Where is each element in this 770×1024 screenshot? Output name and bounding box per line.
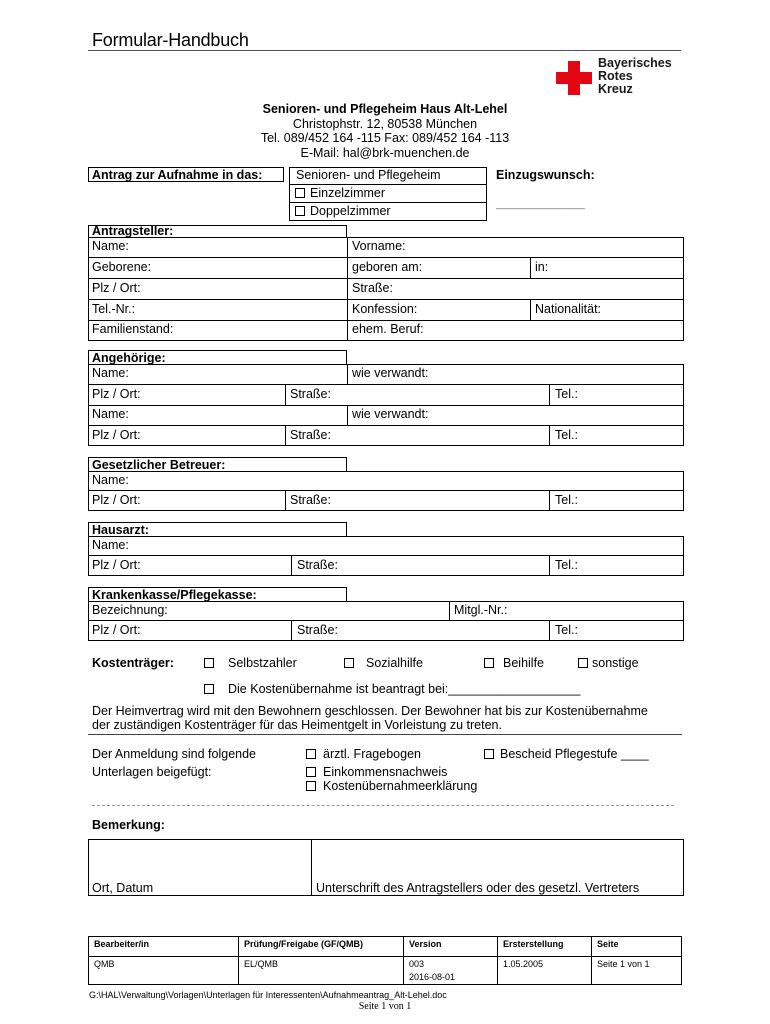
applicant-phone-field[interactable]: Tel.-Nr.: xyxy=(92,302,136,316)
table-header: Prüfung/Freigabe (GF/QMB) xyxy=(239,937,404,957)
relative2-phone-field[interactable]: Tel.: xyxy=(555,428,578,442)
option-beihilfe[interactable]: Beihilfe xyxy=(484,656,544,670)
applicant-heading: Antragsteller: xyxy=(92,224,174,238)
table-cell: Seite 1 von 1 xyxy=(592,957,682,985)
relative1-relation-field[interactable]: wie verwandt: xyxy=(352,366,429,380)
checkbox-icon[interactable] xyxy=(295,188,305,198)
doctor-phone-field[interactable]: Tel.: xyxy=(555,558,578,572)
relative2-street-field[interactable]: Straße: xyxy=(290,428,331,442)
doctor-heading: Hausarzt: xyxy=(92,523,149,537)
table-header: Version xyxy=(404,937,498,957)
checkbox-icon[interactable] xyxy=(204,684,214,694)
institution-phone: Tel. 089/452 164 -115 Fax: 089/452 164 -113 xyxy=(260,131,510,145)
logo-line-1: Bayerisches xyxy=(598,56,672,70)
checkbox-icon[interactable] xyxy=(204,658,214,668)
checkbox-icon[interactable] xyxy=(484,749,494,759)
table-header: Bearbeiter/in xyxy=(89,937,239,957)
guardian-heading: Gesetzlicher Betreuer: xyxy=(92,458,226,472)
cost-applied-field[interactable]: Die Kostenübernahme ist beantragt bei:___________________ xyxy=(204,682,580,696)
checkbox-icon[interactable] xyxy=(306,781,316,791)
checkbox-icon[interactable] xyxy=(344,658,354,668)
header-divider xyxy=(88,50,681,51)
doc-cost-declaration[interactable]: Kostenübernahmeerklärung xyxy=(306,779,477,793)
relative2-name-field[interactable]: Name: xyxy=(92,407,129,421)
insurance-name-field[interactable]: Bezeichnung: xyxy=(92,603,168,617)
insurance-phone-field[interactable]: Tel.: xyxy=(555,623,578,637)
applicant-vorname-field[interactable]: Vorname: xyxy=(352,239,406,253)
table-row xyxy=(89,957,682,985)
page-number: Seite 1 von 1 xyxy=(358,1001,412,1012)
institution-name: Senioren- und Pflegeheim Haus Alt-Lehel xyxy=(262,102,508,116)
doctor-name-field[interactable]: Name: xyxy=(92,538,129,552)
option-sonstige[interactable]: sonstige xyxy=(578,656,639,670)
applicant-marital-field[interactable]: Familienstand: xyxy=(92,322,174,336)
documents-label-line-1: Der Anmeldung sind folgende xyxy=(92,747,257,761)
document-control-table xyxy=(88,936,682,985)
dashed-divider xyxy=(92,805,674,806)
documents-label-line-2: Unterlagen beigefügt: xyxy=(92,765,212,779)
relative1-plz-field[interactable]: Plz / Ort: xyxy=(92,387,141,401)
applicant-street-field[interactable]: Straße: xyxy=(352,281,393,295)
section-divider xyxy=(88,734,682,735)
guardian-phone-field[interactable]: Tel.: xyxy=(555,493,578,507)
insurance-heading: Krankenkasse/Pflegekasse: xyxy=(92,588,257,602)
file-path: G:\HAL\Verwaltung\Vorlagen\Unterlagen für Interessenten\Aufnahmeantrag_Alt-Lehel.doc xyxy=(89,990,447,1000)
move-in-wish-label: Einzugswunsch: xyxy=(496,168,595,182)
option-doppelzimmer[interactable]: Doppelzimmer xyxy=(295,204,391,218)
guardian-name-field[interactable]: Name: xyxy=(92,473,129,487)
relative1-name-field[interactable]: Name: xyxy=(92,366,129,380)
doctor-street-field[interactable]: Straße: xyxy=(297,558,338,572)
cost-bearer-label: Kostenträger: xyxy=(92,656,174,670)
applicant-confession-field[interactable]: Konfession: xyxy=(352,302,418,316)
applicant-nationality-field[interactable]: Nationalität: xyxy=(535,302,602,316)
insurance-plz-field[interactable]: Plz / Ort: xyxy=(92,623,141,637)
institution-email: E-Mail: hal@brk-muenchen.de xyxy=(300,146,470,160)
remarks-heading: Bemerkung: xyxy=(92,818,165,832)
table-header: Ersterstellung xyxy=(498,937,592,957)
insurance-member-field[interactable]: Mitgl.-Nr.: xyxy=(454,603,508,617)
applicant-profession-field[interactable]: ehem. Beruf: xyxy=(352,322,424,336)
applicant-plz-field[interactable]: Plz / Ort: xyxy=(92,281,141,295)
checkbox-icon[interactable] xyxy=(306,767,316,777)
doc-care-level[interactable]: Bescheid Pflegestufe ____ xyxy=(484,747,649,761)
table-cell: EL/QMB xyxy=(239,957,404,985)
guardian-plz-field[interactable]: Plz / Ort: xyxy=(92,493,141,507)
checkbox-icon[interactable] xyxy=(484,658,494,668)
red-cross-logo-icon xyxy=(556,61,592,95)
admission-label: Antrag zur Aufnahme in das: xyxy=(92,168,263,182)
doc-medical-questionnaire[interactable]: ärztl. Fragebogen xyxy=(306,747,421,761)
option-sozialhilfe[interactable]: Sozialhilfe xyxy=(344,656,423,670)
logo-line-3: Kreuz xyxy=(598,82,633,96)
table-row xyxy=(89,937,682,957)
applicant-birthplace-field[interactable]: in: xyxy=(535,260,549,274)
institution-address: Christophstr. 12, 80538 München xyxy=(292,117,478,131)
relatives-heading: Angehörige: xyxy=(92,351,166,365)
logo-text xyxy=(598,57,672,96)
applicant-name-field[interactable]: Name: xyxy=(92,239,129,253)
relative2-relation-field[interactable]: wie verwandt: xyxy=(352,407,429,421)
contract-notice-line-2: der zuständigen Kostenträger für das Heimentgelt in Vorleistung zu treten. xyxy=(92,718,502,732)
table-header: Seite xyxy=(592,937,682,957)
logo-line-2: Rotes xyxy=(598,69,633,83)
option-selbstzahler[interactable]: Selbstzahler xyxy=(204,656,297,670)
relative2-plz-field[interactable]: Plz / Ort: xyxy=(92,428,141,442)
checkbox-icon[interactable] xyxy=(295,206,305,216)
guardian-box xyxy=(88,471,684,511)
version-date: 2016-08-01 xyxy=(409,972,456,982)
table-cell: 003 2016-08-01 xyxy=(404,957,498,985)
doctor-box xyxy=(88,536,684,576)
applicant-birthdate-field[interactable]: geboren am: xyxy=(352,260,423,274)
document-title: Formular-Handbuch xyxy=(92,30,249,50)
option-einzelzimmer[interactable]: Einzelzimmer xyxy=(295,186,385,200)
insurance-box xyxy=(88,601,684,641)
move-in-wish-line[interactable]: ________________ xyxy=(496,199,585,210)
table-cell: QMB xyxy=(89,957,239,985)
guardian-street-field[interactable]: Straße: xyxy=(290,493,331,507)
insurance-street-field[interactable]: Straße: xyxy=(297,623,338,637)
facility-name: Senioren- und Pflegeheim xyxy=(296,168,441,182)
checkbox-icon[interactable] xyxy=(578,658,588,668)
place-date-field[interactable]: Ort, Datum xyxy=(92,881,154,895)
contract-notice-line-1: Der Heimvertrag wird mit den Bewohnern geschlossen. Der Bewohner hat bis zur Kostenübernahme xyxy=(92,704,648,718)
relative1-phone-field[interactable]: Tel.: xyxy=(555,387,578,401)
checkbox-icon[interactable] xyxy=(306,749,316,759)
relative1-street-field[interactable]: Straße: xyxy=(290,387,331,401)
doc-income-proof[interactable]: Einkommensnachweis xyxy=(306,765,447,779)
signature-field[interactable]: Unterschrift des Antragstellers oder des gesetzl. Vertreters xyxy=(316,881,640,895)
doctor-plz-field[interactable]: Plz / Ort: xyxy=(92,558,141,572)
table-cell: 1.05.2005 xyxy=(498,957,592,985)
applicant-geborene-field[interactable]: Geborene: xyxy=(92,260,152,274)
